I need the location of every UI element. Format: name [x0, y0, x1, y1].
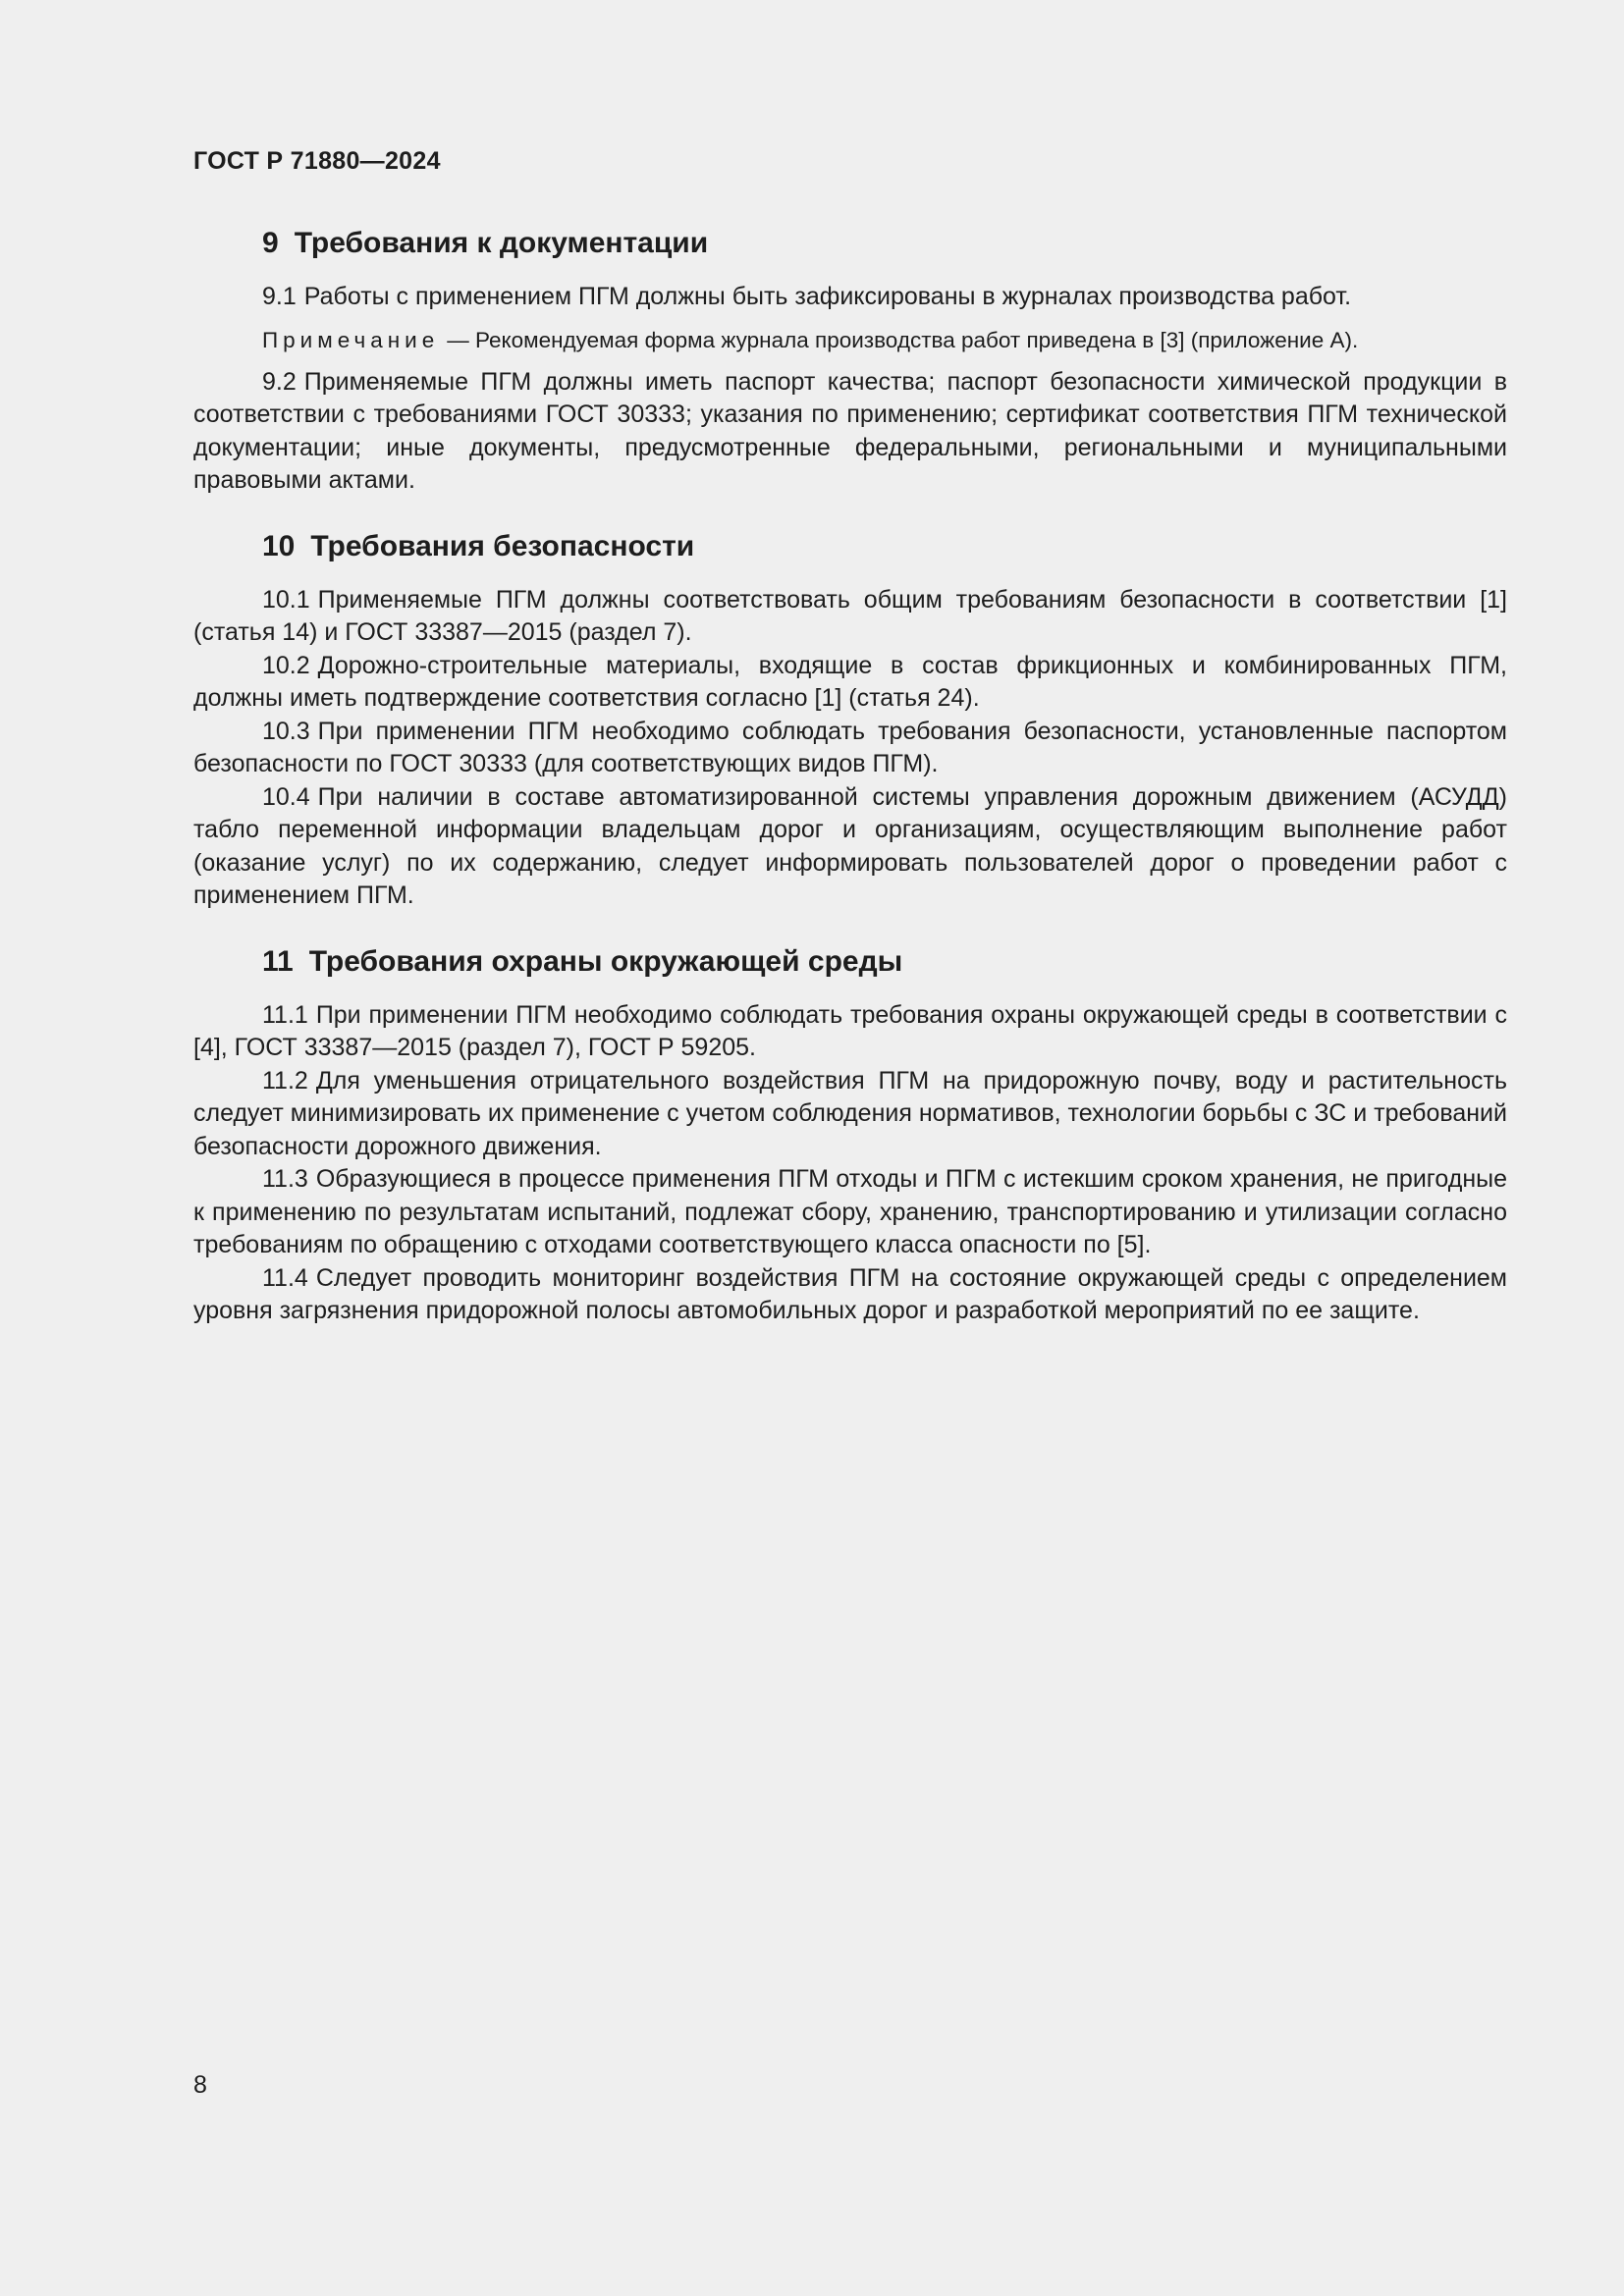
page-number: 8	[193, 2071, 207, 2099]
section-9-body	[193, 281, 1507, 498]
section-9-title	[193, 218, 1507, 269]
note-text: — Рекомендуемая форма журнала производства работ приведена в [3] (приложение А).	[447, 327, 1359, 352]
document-body	[193, 218, 1507, 1328]
section-11-body	[193, 999, 1507, 1328]
section-title-text: Требования охраны окружающей среды	[308, 944, 903, 978]
clause-text: Для уменьшения отрицательного воздействия ПГМ на придорожную почву, воду и растительность следует минимизировать их применение с учетом соблюдения нормативов, технологии борьбы с ЗС и требований безопасности дорожного движения.	[193, 1066, 1507, 1160]
clause-10-4	[193, 781, 1507, 913]
section-11-title	[193, 936, 1507, 988]
clause-number: 9.1	[262, 283, 297, 310]
section-title-text: Требования к документации	[294, 227, 709, 259]
clause-number: 11.3	[262, 1165, 308, 1193]
clause-text: При применении ПГМ необходимо соблюдать требования охраны окружающей среды в соответствии с [4], ГОСТ 33387—2015 (раздел 7), ГОСТ Р 59205.	[193, 1000, 1507, 1061]
clause-number: 10.3	[262, 717, 310, 745]
clause-number: 11.1	[262, 1000, 308, 1029]
clause-10-2	[193, 650, 1507, 716]
clause-text: Образующиеся в процессе применения ПГМ отходы и ПГМ с истекшим сроком хранения, не пригодные к применению по результатам испытаний, подлежат сбору, хранению, транспортированию и утилизации согласно требованиям по обращению с отходами соответствующего класса опасности по [5].	[193, 1165, 1507, 1258]
clause-number: 11.4	[262, 1263, 308, 1292]
clause-11-2	[193, 1065, 1507, 1164]
clause-number: 9.2	[262, 367, 297, 396]
clause-11-4	[193, 1262, 1507, 1328]
clause-9-1	[193, 281, 1507, 314]
clause-text: Следует проводить мониторинг воздействия ПГМ на состояние окружающей среды с определением уровня загрязнения придорожной полосы автомобильных дорог и разработкой мероприятий по ее защите.	[193, 1263, 1507, 1324]
note	[193, 324, 1507, 356]
clause-text: Работы с применением ПГМ должны быть зафиксированы в журналах производства работ.	[303, 283, 1352, 310]
clause-10-1	[193, 584, 1507, 650]
clause-text: Применяемые ПГМ должны иметь паспорт качества; паспорт безопасности химической продукции в соответствии с требованиями ГОСТ 30333; указания по применению; сертификат соответствия ПГМ технической документации; иные документы, предусмотренные федеральными, региональными и муниципальными правовыми актами.	[193, 367, 1507, 494]
clause-number: 10.4	[262, 782, 310, 811]
clause-text: При наличии в составе автоматизированной системы управления дорожным движением (АСУДД) табло переменной информации владельцам дорог и организациям, осуществляющим выполнение работ (оказание услуг) по их содержанию, следует информировать пользователей дорог о проведении работ с применением ПГМ.	[193, 782, 1507, 909]
section-10-body	[193, 584, 1507, 913]
document-code-header: ГОСТ Р 71880—2024	[193, 147, 441, 175]
clause-text: Дорожно-строительные материалы, входящие в состав фрикционных и комбинированных ПГМ, должны иметь подтверждение соответствия согласно [1] (статья 24).	[193, 651, 1507, 712]
note-label: Примечание	[262, 327, 440, 352]
section-number: 9	[262, 227, 279, 259]
section-10-title	[193, 521, 1507, 572]
section-number: 10	[262, 529, 296, 562]
clause-text: Применяемые ПГМ должны соответствовать общим требованиям безопасности в соответствии [1] (статья 14) и ГОСТ 33387—2015 (раздел 7).	[193, 585, 1507, 646]
clause-number: 10.2	[262, 651, 310, 679]
clause-number: 11.2	[262, 1066, 308, 1095]
clause-text: При применении ПГМ необходимо соблюдать требования безопасности, установленные паспортом безопасности по ГОСТ 30333 (для соответствующих видов ПГМ).	[193, 717, 1507, 777]
section-number: 11	[262, 944, 294, 978]
section-title-text: Требования безопасности	[310, 529, 695, 562]
clause-9-2	[193, 366, 1507, 498]
clause-11-1	[193, 999, 1507, 1065]
clause-number: 10.1	[262, 585, 310, 614]
clause-10-3	[193, 716, 1507, 781]
clause-11-3	[193, 1163, 1507, 1262]
